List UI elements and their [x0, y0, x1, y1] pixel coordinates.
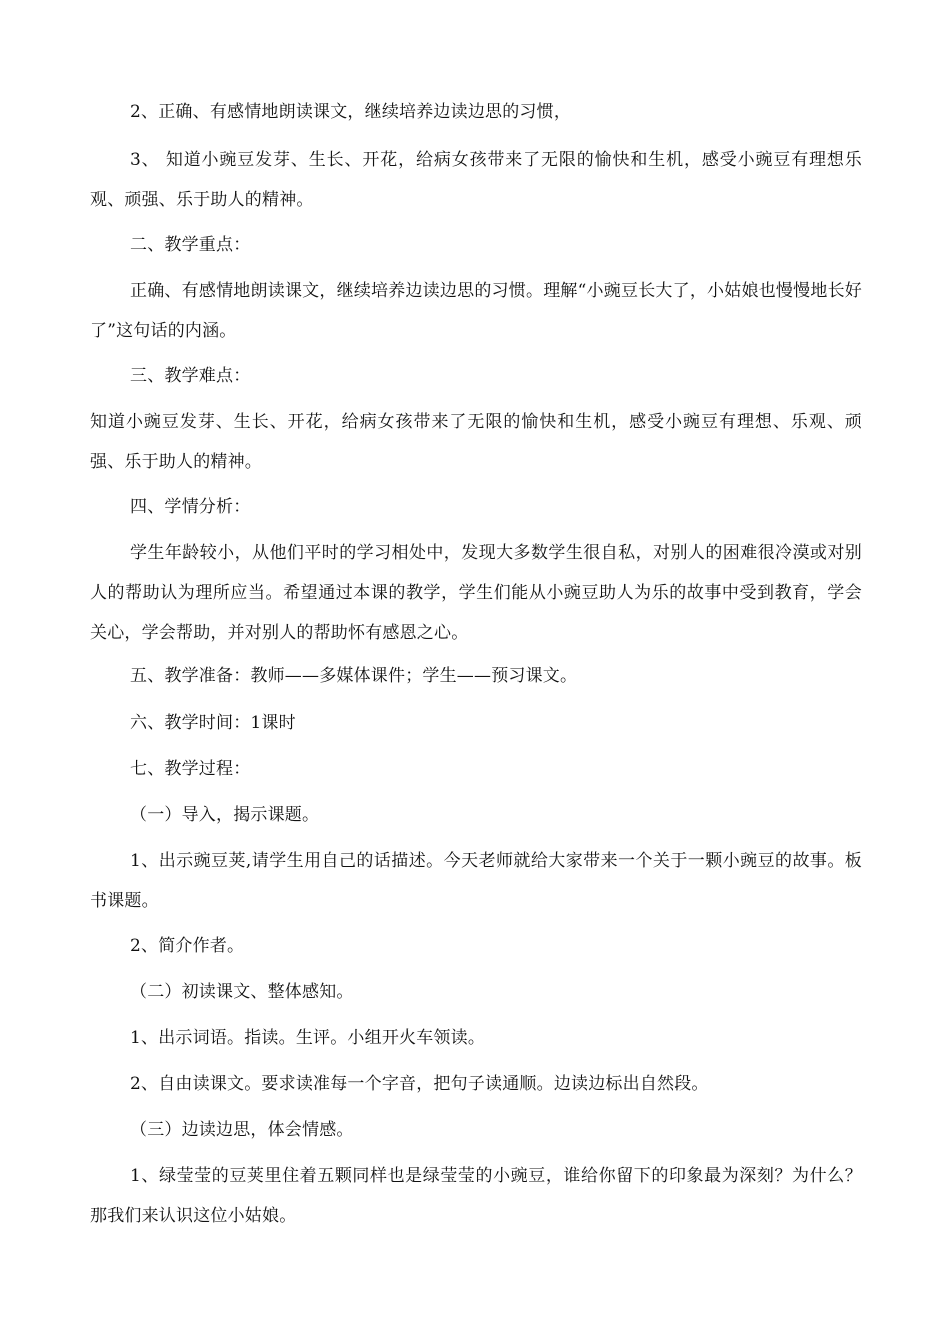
paragraph-step-1-2: 2、简介作者。	[130, 936, 245, 956]
heading-difficulties: 三、教学难点：	[130, 366, 251, 386]
subheading-reading-thinking: （三）边读边思，体会情感。	[130, 1120, 354, 1140]
subheading-first-reading: （二）初读课文、整体感知。	[130, 982, 354, 1002]
subheading-introduction: （一）导入，揭示课题。	[130, 805, 320, 825]
paragraph-preparation: 五、教学准备：教师——多媒体课件；学生——预习课文。	[130, 666, 578, 686]
paragraph-difficulties: 知道小豌豆发芽、生长、开花，给病女孩带来了无限的愉快和生机，感受小豌豆有理想、乐观、顽强、乐于助人的精神。	[90, 412, 862, 472]
paragraph-key-points: 正确、有感情地朗读课文，继续培养边读边思的习惯。理解“小豌豆长大了，小姑娘也慢慢地长好了”这句话的内涵。	[90, 281, 862, 341]
paragraph-objective-3: 3、 知道小豌豆发芽、生长、开花，给病女孩带来了无限的愉快和生机，感受小豌豆有理想乐观、顽强、乐于助人的精神。	[90, 150, 862, 210]
paragraph-step-3-1: 1、绿莹莹的豆荚里住着五颗同样也是绿莹莹的小豌豆，谁给你留下的印象最为深刻？为什么？那我们来认识这位小姑娘。	[90, 1166, 862, 1226]
paragraph-step-2-1: 1、出示词语。指读。生评。小组开火车领读。	[130, 1028, 486, 1048]
paragraph-step-1-1: 1、出示豌豆荚,请学生用自己的话描述。今天老师就给大家带来一个关于一颗小豌豆的故事。板书课题。	[90, 851, 862, 911]
paragraph-step-2-2: 2、自由读课文。要求读准每一个字音，把句子读通顺。边读边标出自然段。	[130, 1074, 709, 1094]
paragraph-teaching-time: 六、教学时间：1课时	[130, 713, 296, 733]
paragraph-objective-2: 2、正确、有感情地朗读课文，继续培养边读边思的习惯，	[130, 102, 572, 122]
paragraph-learner-analysis: 学生年龄较小，从他们平时的学习相处中，发现大多数学生很自私，对别人的困难很冷漠或对别人的帮助认为理所应当。希望通过本课的教学，学生们能从小豌豆助人为乐的故事中受到教育，学会关心，学会帮助，并对别人的帮助怀有感恩之心。	[90, 543, 862, 643]
heading-teaching-process: 七、教学过程：	[130, 759, 251, 779]
heading-key-points: 二、教学重点：	[130, 235, 251, 255]
heading-learner-analysis: 四、学情分析：	[130, 497, 251, 517]
